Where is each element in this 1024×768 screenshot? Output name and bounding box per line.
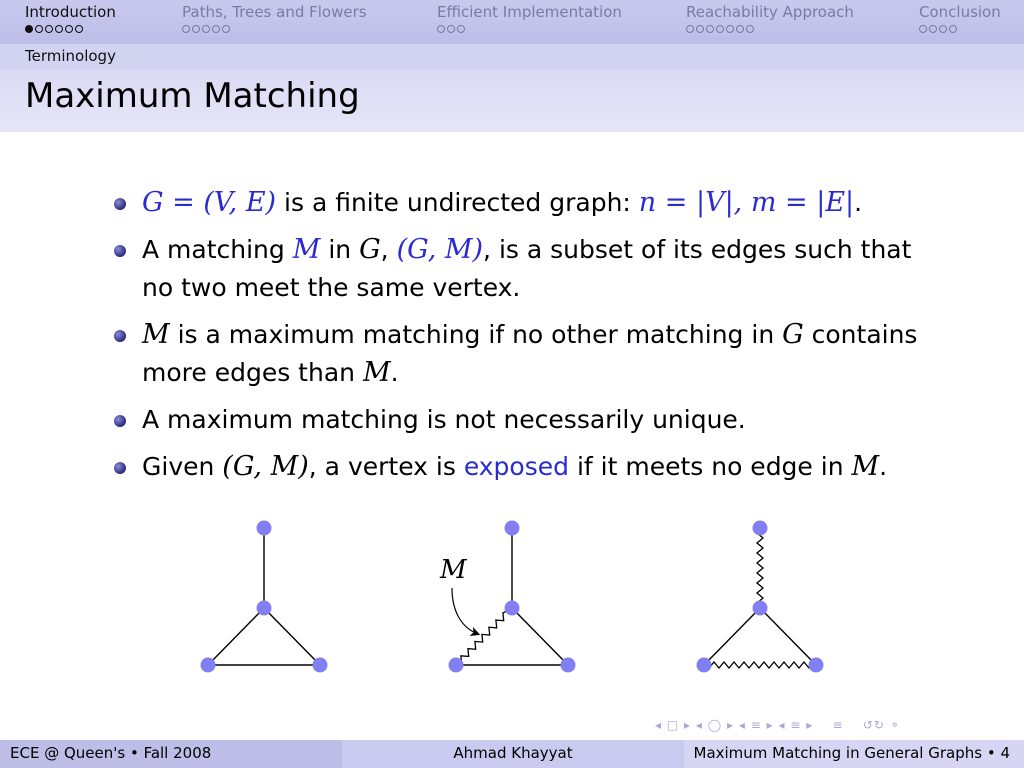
nav-slide-dot-icon[interactable] <box>192 25 200 33</box>
annotation-arrow <box>452 588 478 634</box>
nav-section-label: Efficient Implementation <box>437 3 622 21</box>
bullet-text: contains more edges than <box>142 320 918 387</box>
math-matching: M <box>851 451 880 482</box>
math-matching: M <box>362 357 391 388</box>
matching-edge-label: M <box>440 555 467 585</box>
graph-single-matched-edge <box>439 521 576 673</box>
nav-slide-dot-icon[interactable] <box>447 25 455 33</box>
graph-vertex <box>809 658 824 673</box>
nav-section-label: Paths, Trees and Flowers <box>182 3 367 21</box>
nav-prev-part-icon[interactable]: ◂ <box>778 718 786 732</box>
nav-section-dots[interactable] <box>686 25 854 33</box>
nav-section-reachability-approach[interactable] <box>686 3 854 33</box>
math-graph-matching-pair: (G, M) <box>222 451 309 482</box>
nav-section-icon[interactable]: ≡ <box>750 718 762 732</box>
graph-vertex <box>753 521 768 536</box>
math-graph-symbol: G <box>359 234 381 265</box>
graph-edge <box>704 608 760 665</box>
nav-section-paths-trees-flowers[interactable] <box>182 3 367 33</box>
nav-slide-dot-icon[interactable] <box>716 25 724 33</box>
nav-next-subsection-icon[interactable]: ▸ <box>727 718 735 732</box>
bullet-text: Given <box>142 452 223 481</box>
nav-section-label: Reachability Approach <box>686 3 854 21</box>
graph-edge <box>208 608 264 665</box>
bullet-text: A matching <box>142 235 293 264</box>
footer-author-text: Ahmad Khayyat <box>453 744 573 762</box>
nav-back-forward-icon[interactable]: ↺↻ <box>862 718 885 732</box>
nav-section-dots[interactable] <box>182 25 367 33</box>
graph-vertex <box>753 601 768 616</box>
graph-vertex <box>313 658 328 673</box>
matching-example-diagrams <box>0 500 1024 700</box>
nav-slide-dot-icon[interactable] <box>75 25 83 33</box>
nav-document-icon[interactable]: ≡ <box>832 718 844 732</box>
bullet-icon <box>114 330 126 342</box>
nav-slide-dot-icon[interactable] <box>222 25 230 33</box>
nav-slide-dot-icon[interactable] <box>45 25 53 33</box>
nav-frame-icon[interactable]: □ <box>666 718 680 732</box>
term-exposed: exposed <box>463 452 569 481</box>
bullet-matching-definition <box>112 231 932 307</box>
graph-vertex <box>697 658 712 673</box>
bullet-text: is a finite undirected graph: <box>276 188 639 217</box>
nav-slide-dot-icon[interactable] <box>929 25 937 33</box>
nav-slide-dot-icon[interactable] <box>212 25 220 33</box>
nav-slide-dot-icon[interactable] <box>182 25 190 33</box>
matched-edge <box>456 608 512 665</box>
nav-slide-dot-icon[interactable] <box>55 25 63 33</box>
bullet-text: . <box>854 188 863 217</box>
bullet-not-unique <box>112 401 932 439</box>
bullet-icon <box>114 198 126 210</box>
nav-next-part-icon[interactable]: ▸ <box>806 718 814 732</box>
nav-prev-section-icon[interactable]: ◂ <box>738 718 746 732</box>
math-matching: M <box>292 234 321 265</box>
slide-title: Maximum Matching <box>25 76 360 116</box>
bullet-text: A maximum matching is not necessarily unique. <box>142 405 746 434</box>
nav-slide-dot-icon[interactable] <box>35 25 43 33</box>
graph-edge <box>264 608 320 665</box>
slide-footer <box>0 740 1024 768</box>
nav-section-conclusion[interactable] <box>919 3 1001 33</box>
nav-section-label: Conclusion <box>919 3 1001 21</box>
bullet-icon <box>114 245 126 257</box>
nav-slide-dot-icon[interactable] <box>65 25 73 33</box>
graph-vertex <box>201 658 216 673</box>
bullet-text: if it meets no edge in <box>569 452 852 481</box>
bullet-text: . <box>390 358 399 387</box>
nav-section-label: Introduction <box>25 3 116 21</box>
nav-part-icon[interactable]: ≡ <box>790 718 802 732</box>
nav-slide-dot-icon[interactable] <box>706 25 714 33</box>
nav-section-dots[interactable] <box>919 25 1001 33</box>
graph-vertex <box>257 521 272 536</box>
nav-slide-dot-icon[interactable] <box>696 25 704 33</box>
nav-section-efficient-implementation[interactable] <box>437 3 622 33</box>
graph-edge <box>760 608 816 665</box>
nav-subsection-icon[interactable]: ◯ <box>707 718 723 732</box>
frame-title-bar <box>0 70 1024 132</box>
footer-author <box>342 740 684 768</box>
graph-maximum-matching <box>697 521 824 673</box>
bullet-text: , <box>380 235 397 264</box>
graph-edge <box>512 608 568 665</box>
nav-slide-dot-icon[interactable] <box>919 25 927 33</box>
bullet-text: . <box>879 452 888 481</box>
subsection-bar <box>0 44 1024 70</box>
subsection-title[interactable]: Terminology <box>25 47 116 65</box>
nav-slide-dot-icon[interactable] <box>437 25 445 33</box>
bullet-maximum-matching <box>112 316 932 392</box>
nav-slide-dot-icon[interactable] <box>726 25 734 33</box>
nav-search-icon[interactable]: ⚬ <box>889 718 901 732</box>
bullet-text: , a vertex is <box>308 452 464 481</box>
bullet-text: is a maximum matching if no other matching in <box>169 320 783 349</box>
graph-vertex <box>449 658 464 673</box>
beamer-navigation-symbols <box>655 718 901 732</box>
math-graph-matching-pair: (G, M) <box>396 234 484 265</box>
graph-no-matching <box>201 521 328 673</box>
graph-vertex <box>561 658 576 673</box>
nav-slide-dot-icon[interactable] <box>686 25 694 33</box>
bullet-list <box>112 184 932 495</box>
nav-slide-dot-icon[interactable] <box>736 25 744 33</box>
nav-slide-dot-icon[interactable] <box>939 25 947 33</box>
graph-vertex <box>257 601 272 616</box>
bullet-text: in <box>320 235 360 264</box>
footer-author-institute <box>0 740 342 768</box>
matched-edge <box>757 528 763 608</box>
nav-section-dots[interactable] <box>437 25 622 33</box>
section-navigation-bar <box>0 0 1024 44</box>
nav-section-introduction[interactable] <box>25 3 116 33</box>
nav-section-dots[interactable] <box>25 25 116 33</box>
bullet-icon <box>114 462 126 474</box>
bullet-text: , is a subset of its edges such that no two meet the same vertex. <box>142 235 912 302</box>
footer-institute-text: ECE @ Queen's • Fall 2008 <box>10 744 212 762</box>
nav-next-section-icon[interactable]: ▸ <box>766 718 774 732</box>
bullet-graph-definition <box>112 184 932 222</box>
bullet-exposed-vertex <box>112 448 932 486</box>
nav-slide-dot-icon[interactable] <box>25 25 33 33</box>
graph-vertex <box>505 521 520 536</box>
nav-prev-frame-icon[interactable]: ◂ <box>655 718 663 732</box>
math-graph-symbol: G <box>782 319 804 350</box>
nav-slide-dot-icon[interactable] <box>746 25 754 33</box>
math-graph: G = (V, E) <box>142 187 277 218</box>
matched-edge <box>704 662 816 668</box>
nav-next-frame-icon[interactable]: ▸ <box>684 718 692 732</box>
nav-slide-dot-icon[interactable] <box>457 25 465 33</box>
bullet-icon <box>114 415 126 427</box>
footer-title-page <box>684 740 1024 768</box>
nav-prev-subsection-icon[interactable]: ◂ <box>695 718 703 732</box>
nav-slide-dot-icon[interactable] <box>949 25 957 33</box>
math-counts: n = |V|, m = |E| <box>638 187 855 218</box>
math-matching: M <box>142 319 170 350</box>
footer-title-text: Maximum Matching in General Graphs • 4 <box>693 744 1010 762</box>
graph-vertex <box>505 601 520 616</box>
nav-slide-dot-icon[interactable] <box>202 25 210 33</box>
